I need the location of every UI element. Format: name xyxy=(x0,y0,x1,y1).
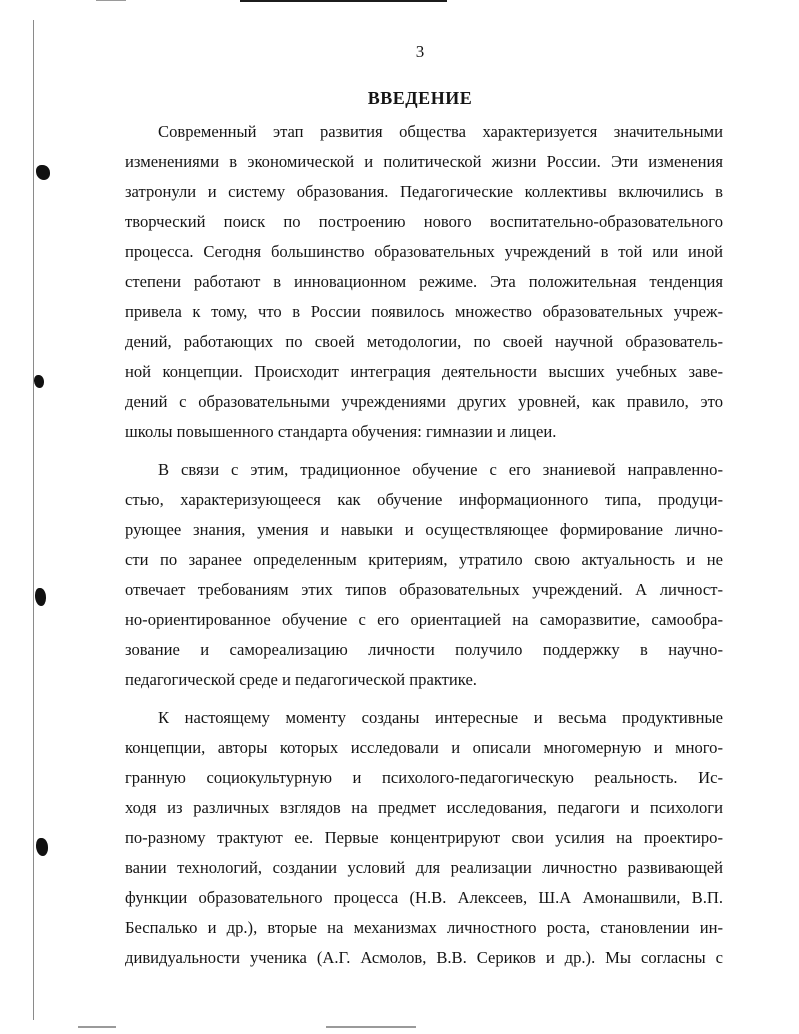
text-line: степени работают в инновационном режиме. Эта положительная тенденция xyxy=(125,272,723,291)
text-line: ходя из различных взглядов на предмет исследования, педагоги и психологи xyxy=(125,798,723,817)
body-text xyxy=(125,117,723,973)
paragraph xyxy=(125,455,723,695)
text-line: сти по заранее определенным критериям, утратило свою актуальность и не xyxy=(125,550,723,569)
scan-left-edge xyxy=(33,20,34,1020)
paragraph xyxy=(125,117,723,447)
binding-hole-mark xyxy=(34,375,44,388)
text-line: дивидуальности ученика (А.Г. Асмолов, В.В. Сериков и др.). Мы согласны с xyxy=(125,948,723,967)
text-line: стью, характеризующееся как обучение информационного типа, продуци- xyxy=(125,490,723,509)
text-line: В связи с этим, традиционное обучение с его знаниевой направленно- xyxy=(158,460,723,479)
text-line: дений, работающих по своей методологии, по своей научной образователь- xyxy=(125,332,723,351)
page-number: 3 xyxy=(415,42,425,61)
text-line: зование и самореализацию личности получило поддержку в научно- xyxy=(125,640,723,659)
binding-hole-mark xyxy=(36,165,50,180)
binding-hole-mark xyxy=(35,588,46,606)
paragraph xyxy=(125,703,723,973)
text-line: ной концепции. Происходит интеграция деятельности высших учебных заве- xyxy=(125,362,723,381)
text-line: изменениями в экономической и политической жизни России. Эти изменения xyxy=(125,152,723,171)
text-line: творческий поиск по построению нового воспитательно-образовательного xyxy=(125,212,723,231)
scan-top-rule xyxy=(240,0,447,2)
text-line: функции образовательного процесса (Н.В. Алексеев, Ш.А Амонашвили, В.П. xyxy=(125,888,723,907)
text-line: Современный этап развития общества характеризуется значительными xyxy=(158,122,723,141)
text-line: Беспалько и др.), вторые на механизмах личностного роста, становлении ин- xyxy=(125,918,723,937)
text-line: концепции, авторы которых исследовали и описали многомерную и много- xyxy=(125,738,723,757)
binding-hole-mark xyxy=(36,838,48,856)
text-line: затронули и систему образования. Педагогические коллективы включились в xyxy=(125,182,723,201)
text-line: по-разному трактуют ее. Первые концентрируют свои усилия на проектиро- xyxy=(125,828,723,847)
text-line: но-ориентированное обучение с его ориентацией на саморазвитие, самообра- xyxy=(125,610,723,629)
scan-top-mark xyxy=(96,0,126,1)
text-line: школы повышенного стандарта обучения: гимназии и лицеи. xyxy=(125,422,557,441)
text-line: педагогической среде и педагогической практике. xyxy=(125,670,477,689)
scan-bottom-mark xyxy=(78,1026,116,1028)
text-line: гранную социокультурную и психолого-педагогическую реальность. Ис- xyxy=(125,768,723,787)
scan-bottom-mark xyxy=(326,1026,416,1028)
text-line: привела к тому, что в России появилось множество образовательных учреж- xyxy=(125,302,723,321)
text-line: вании технологий, создании условий для реализации личностно развивающей xyxy=(125,858,723,877)
text-line: процесса. Сегодня большинство образовательных учреждений в той или иной xyxy=(125,242,723,261)
section-title: ВВЕДЕНИЕ xyxy=(367,88,473,108)
text-line: дений с образовательными учреждениями других уровней, как правило, это xyxy=(125,392,723,411)
text-line: К настоящему моменту созданы интересные и весьма продуктивные xyxy=(158,708,723,727)
text-line: отвечает требованиям этих типов образовательных учреждений. А личност- xyxy=(125,580,723,599)
text-line: рующее знания, умения и навыки и осуществляющее формирование лично- xyxy=(125,520,723,539)
